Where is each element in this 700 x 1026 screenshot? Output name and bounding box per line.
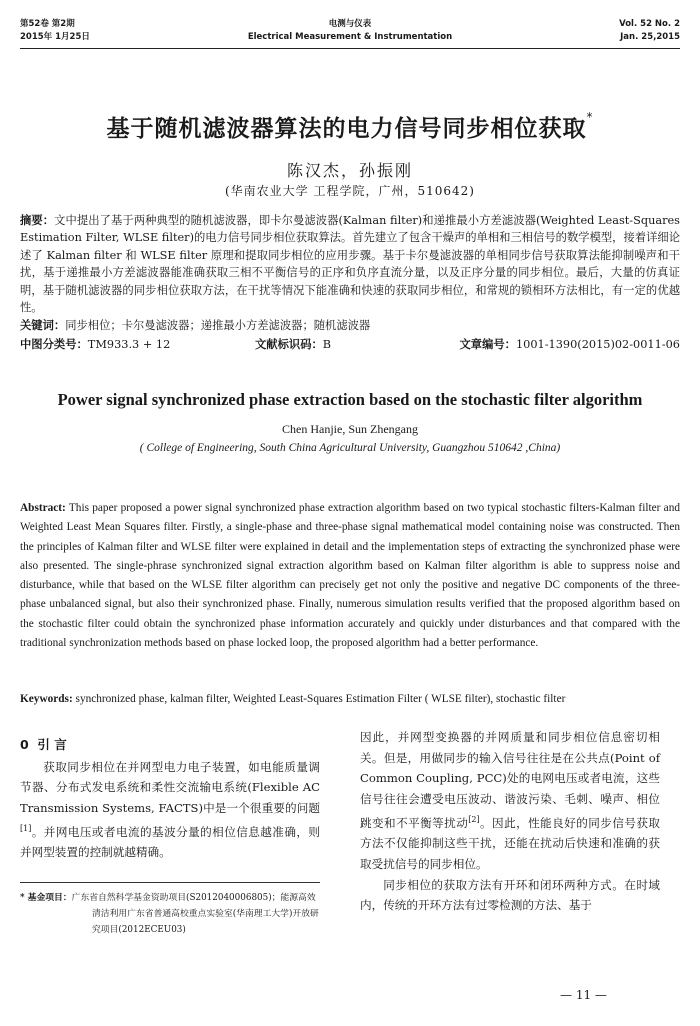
cn-keywords-text: 同步相位；卡尔曼滤波器；递推最小方差滤波器；随机滤波器 [65,319,371,332]
cn-keywords [20,317,680,334]
cn-title-mark: * [586,110,594,124]
en-authors: Chen Hanjie, Sun Zhengang [282,422,418,436]
classification-line [20,336,680,353]
en-abstract-label: Abstract: [20,502,66,514]
footnote-rule [20,882,320,883]
article-number-label: 文章编号： [459,338,516,351]
intro-paragraph-2-tail: 。因此，性能良好的同步信号获取方法不仅能抑制这些干扰，还能在扰动后快速和准确的获取受扰信号的同步相位。 [360,815,660,872]
header-vol-no: Vol. 52 No. 2 [619,19,680,29]
header-rule [20,48,680,49]
section-heading [20,735,320,756]
en-abstract [20,499,680,653]
footnote-label: * 基金项目： [20,893,72,903]
cn-authors: 陈汉杰，孙振刚 [286,161,413,180]
header-volume-issue: 第52卷 第2期 [20,19,75,29]
doc-code-value: B [322,338,332,351]
running-header [20,18,680,52]
footnote [20,890,320,938]
cn-abstract-text: 文中提出了基于两种典型的随机滤波器，即卡尔曼滤波器(Kalman filter)和递推最小方差滤波器(Weighted Least-Squares Estimation Filter, WLSE filter)的电力信号同步相位获取算法。首先建立了包含干燥声的单相和三相信号的数学模型，接着详细论述了 Kalman filter 和 WLSE filter 原理和提取同步相位的应用步骤。基于卡尔曼滤波器的单相同步信号获取算法能抑制噪声和干扰，基于递推最小方差滤波器能准确获取三相不平衡信号的正序和负序直流分量，以及正序分量的同步相位。最后，大量的仿真证明，基于随机滤波器的同步相位获取方法，在干扰等情况下能准确和快速的获取同步相位，和常规的锁相环方法相比，有一定的优越性。 [20,214,680,315]
header-journal-cn: 电测与仪表 [328,19,372,29]
header-date-en: Jan. 25,2015 [620,32,680,42]
cn-title-text: 基于随机滤波器算法的电力信号同步相位获取 [106,116,587,142]
cn-affiliation: (华南农业大学 工程学院，广州，510642) [225,184,475,198]
en-abstract-text: This paper proposed a power signal synchronized phase extraction algorithm based on two typical stochastic filters-Kalman filter and Weighted Least Mean Squares filter. Firstly, a single-phase and three-phase signal mathematical model containing noise was constructed. Then the principles of Kalman filter and WLSE filter were explained in detail and the implementation steps of extracting the synchronized phase were also presented. The single-phrase synchronized signal extraction algorithm based on Kalman filter algorithm is able to suppress noise and disturbance, while that based on the WLSE filter algorithm can precisely get not only the positive and negative DC components of the three-phase unbalanced signal, but also their synchronized phase. Finally, numerous simulation results verified that the proposed algorithm based on the stochastic filter could obtain the synchronized phase information accurately and quickly under disturbances and that compared with the traditional synchronization methods based on phase locked loop, the proposed algorithm had a better performance. [20,502,680,650]
en-affiliation: ( College of Engineering, South China Agricultural University, Guangzhou 510642 ,China) [139,442,561,454]
article-number [459,336,680,353]
article-number-value: 1001-1390(2015)02-0011-06 [515,338,680,351]
clc-label: 中图分类号： [20,338,88,351]
citation-2[interactable]: [2] [468,814,480,824]
page-number: — 11 — [560,988,607,1002]
header-date-cn: 2015年 1月25日 [20,32,90,42]
intro-paragraph-1 [20,757,320,863]
body-column-right [360,727,660,916]
clc-number [20,336,170,353]
section-number: 0 [20,737,29,752]
en-title: Power signal synchronized phase extraction based on the stochastic filter algorithm [57,390,643,409]
intro-paragraph-1-tail: 。并网电压或者电流的基波分量的相位信息越准确，则并网型装置的控制就越精确。 [20,824,320,860]
header-journal-en: Electrical Measurement & Instrumentation [247,32,453,42]
doc-code [255,336,331,353]
intro-paragraph-2-text: 因此，并网型变换器的并网质量和同步相位信息密切相关。但是，用做同步的输入信号往往是在公共点(Point of Common Coupling, PCC)处的电网电压或者电流，这些信号往往会遭受电压波动、谐波污染、毛刺、噪声、相位跳变和不平衡等扰动 [360,730,660,830]
header-journal [20,18,680,44]
clc-value: TM933.3 + 12 [87,338,171,351]
en-keywords-text: synchronized phase, kalman filter, Weighted Least-Squares Estimation Filter ( WLSE filter), stochastic filter [72,693,566,705]
en-keywords-label: Keywords: [20,693,73,705]
body-column-left [20,735,320,863]
intro-paragraph-2 [360,727,660,875]
cn-keywords-label: 关键词： [20,319,66,332]
cn-abstract [20,212,680,316]
cn-abstract-label: 摘要： [20,214,55,227]
citation-1[interactable]: [1] [20,823,32,833]
intro-paragraph-1-text: 获取同步相位在并网型电力电子装置，如电能质量调节器、分布式发电系统和柔性交流输电系统(Flexible AC Transmission Systems, FACTS)中是一个很重要的问题 [20,759,320,816]
en-keywords [20,690,680,709]
intro-paragraph-3: 同步相位的获取方法有开环和闭环两种方式。在时域内，传统的开环方法有过零检测的方法、基于 [360,877,660,913]
cn-title [20,110,680,143]
header-vol-en [619,18,680,44]
section-title: 引 言 [37,737,67,752]
footnote-text: 广东省自然科学基金资助项目(S2012040006805)；能源高效清洁利用广东省普通高校重点实验室(华南理工大学)开放研究项目(2012ECEU03) [71,893,319,935]
doc-code-label: 文献标识码： [255,338,323,351]
